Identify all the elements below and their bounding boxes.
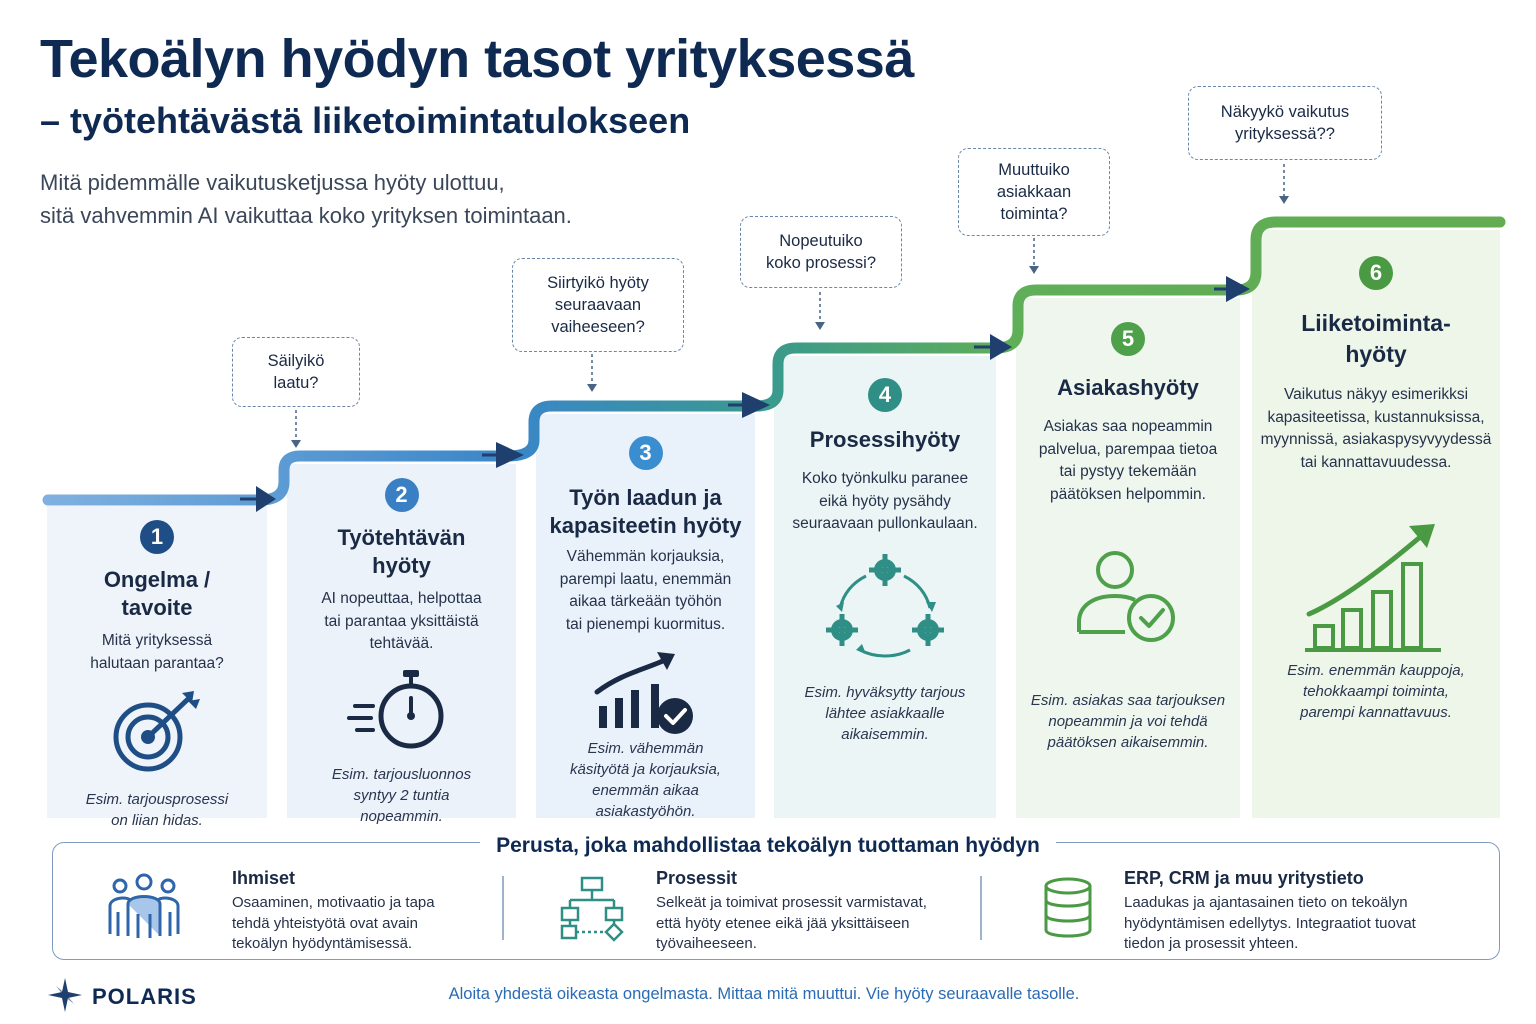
question-line: koko prosessi? bbox=[765, 254, 877, 272]
level-title-line: Työtehtävän bbox=[337, 525, 466, 550]
level-title-line: Liiketoiminta- bbox=[1301, 310, 1451, 336]
level-example-line: enemmän aikaa bbox=[592, 782, 699, 799]
level-title-line: kapasiteetin hyöty bbox=[549, 513, 742, 538]
intro-line: Mitä pidemmälle vaikutusketjussa hyöty ulottuu, bbox=[40, 170, 505, 195]
foundation-column-title: ERP, CRM ja muu yritystieto bbox=[1124, 868, 1364, 888]
level-number-badge: 4 bbox=[868, 378, 902, 412]
level-description-line: kapasiteetissa, kustannuksissa, bbox=[1267, 408, 1485, 426]
level-example-line: Esim. tarjousluonnos bbox=[331, 765, 472, 783]
foundation-column-people bbox=[232, 868, 435, 955]
footer-tagline bbox=[0, 985, 1536, 1004]
question-line: Nopeutuiko bbox=[779, 232, 863, 250]
level-number-badge: 1 bbox=[140, 520, 174, 554]
level-description-line: Mitä yrityksessä bbox=[101, 632, 213, 649]
question-line: Säilyikö bbox=[267, 352, 325, 370]
level-title: Prosessihyöty bbox=[809, 427, 961, 452]
level-description-line: eikä hyöty pysähdy bbox=[819, 492, 951, 510]
foundation-text-line: työvaiheeseen. bbox=[656, 935, 757, 952]
foundation-text-line: tehdä yhteistyötä ovat avain bbox=[232, 914, 418, 932]
foundation-text-line: että hyöty etenee eikä jää yksittäiseen bbox=[656, 914, 910, 932]
level-example-line: käsityötä ja korjauksia, bbox=[570, 761, 721, 778]
foundation-title bbox=[0, 834, 1536, 858]
foundation-column-text bbox=[232, 893, 435, 955]
foundation-column-processes bbox=[656, 868, 927, 955]
intro-line: sitä vahvemmin AI vaikuttaa koko yrityksen toimintaan. bbox=[40, 203, 572, 228]
foundation-text-line: Selkeät ja toimivat prosessit varmistavat, bbox=[656, 894, 927, 911]
question-box bbox=[1188, 86, 1382, 160]
foundation-divider bbox=[502, 876, 504, 940]
question-box bbox=[740, 216, 902, 288]
level-example-line: Esim. vähemmän bbox=[587, 740, 704, 757]
level-description-line: AI nopeuttaa, helpottaa bbox=[321, 590, 482, 607]
level-example-line: asiakastyöhön. bbox=[595, 803, 696, 820]
brand-logo-text: POLARIS bbox=[92, 984, 197, 1009]
foundation-title-text: Perusta, joka mahdollistaa tekoälyn tuottaman hyödyn bbox=[480, 834, 1056, 857]
foundation-text-line: Osaaminen, motivaatio ja tapa bbox=[232, 894, 435, 911]
question-line: laatu? bbox=[273, 374, 319, 392]
question-box bbox=[512, 258, 684, 352]
level-description-line: aikaa tärkeään työhön bbox=[569, 593, 722, 610]
foundation-text-line: Laadukas ja ajantasainen tieto on tekoälyn bbox=[1124, 894, 1408, 911]
level-number-badge: 5 bbox=[1111, 322, 1145, 356]
question-box bbox=[958, 148, 1110, 236]
level-title-line: hyöty bbox=[372, 553, 431, 578]
footer-tagline-text: Aloita yhdestä oikeasta ongelmasta. Mittaa mitä muuttui. Vie hyöty seuraavalle tasolle. bbox=[448, 985, 1080, 1003]
level-example-line: parempi kannattavuus. bbox=[1300, 704, 1452, 721]
question-line: seuraavaan bbox=[554, 296, 642, 314]
level-description-line: Koko työnkulku paranee bbox=[801, 470, 969, 487]
level-example-line: tehokkaampi toiminta, bbox=[1303, 683, 1449, 700]
level-example-line: nopeammin. bbox=[360, 807, 443, 825]
level-title-line: Ongelma / bbox=[103, 567, 211, 592]
level-description-line: halutaan parantaa? bbox=[90, 654, 224, 672]
level-description-line: Asiakas saa nopeammin bbox=[1043, 418, 1213, 435]
level-description-line: parempi laatu, enemmän bbox=[559, 570, 732, 588]
level-description-line: tai parantaa yksittäistä bbox=[324, 612, 479, 630]
people-icon bbox=[104, 872, 184, 947]
level-description-line: seuraavaan pullonkaulaan. bbox=[792, 515, 978, 532]
level-title-line: Työn laadun ja bbox=[569, 485, 722, 510]
database-icon bbox=[1040, 876, 1096, 945]
level-title: Asiakashyöty bbox=[1057, 375, 1199, 400]
question-box bbox=[232, 337, 360, 407]
level-description-line: tehtävää. bbox=[369, 635, 434, 652]
level-description-line: tai kannattavuudessa. bbox=[1300, 453, 1452, 471]
level-example-line: lähtee asiakkaalle bbox=[825, 704, 945, 722]
foundation-column-text bbox=[1124, 893, 1416, 955]
question-line: Siirtyikö hyöty bbox=[547, 274, 649, 292]
question-line: asiakkaan bbox=[996, 183, 1072, 201]
foundation-divider bbox=[980, 876, 982, 940]
flowchart-icon bbox=[560, 874, 626, 947]
foundation-column-text bbox=[656, 893, 927, 955]
level-example-line: nopeammin ja voi tehdä bbox=[1048, 713, 1208, 730]
question-line: Muuttuiko bbox=[998, 161, 1070, 179]
level-title-line: hyöty bbox=[1345, 341, 1407, 367]
foundation-column-title: Prosessit bbox=[656, 868, 738, 888]
level-number-badge: 3 bbox=[629, 436, 663, 470]
level-description-line: palvelua, parempaa tietoa bbox=[1038, 440, 1218, 458]
level-description-line: Vaikutus näkyy esimerikksi bbox=[1283, 386, 1469, 403]
foundation-column-title: Ihmiset bbox=[232, 868, 296, 888]
foundation-text-line: tekoälyn hyödyntämisessä. bbox=[232, 935, 413, 952]
foundation-text-line: tiedon ja prosessit yhteen. bbox=[1124, 935, 1299, 952]
level-example-line: Esim. tarjousprosessi bbox=[85, 791, 229, 808]
level-description-line: tai pystyy tekemään bbox=[1059, 463, 1197, 480]
question-line: Näkyykö vaikutus bbox=[1220, 103, 1350, 121]
level-number-badge: 2 bbox=[385, 478, 419, 512]
level-example-line: on liian hidas. bbox=[111, 812, 203, 829]
page-title: Tekoälyn hyödyn tasot yrityksessä bbox=[40, 29, 914, 89]
level-title-line: tavoite bbox=[121, 595, 193, 620]
level-example-line: Esim. hyväksytty tarjous bbox=[804, 683, 966, 701]
level-example-line: aikaisemmin. bbox=[841, 725, 929, 743]
level-example-line: päätöksen aikaisemmin. bbox=[1047, 734, 1209, 751]
level-example-line: syntyy 2 tuntia bbox=[353, 786, 450, 804]
level-description-line: päätöksen helpommin. bbox=[1050, 485, 1206, 503]
level-example-line: Esim. asiakas saa tarjouksen bbox=[1030, 692, 1226, 709]
level-description-line: myynnissä, asiakaspysyvyydessä bbox=[1260, 431, 1492, 448]
page-subtitle: – työtehtävästä liiketoimintatulokseen bbox=[40, 100, 691, 141]
question-line: toiminta? bbox=[1000, 205, 1068, 223]
question-line: vaiheeseen? bbox=[551, 318, 645, 336]
foundation-column-data bbox=[1124, 868, 1416, 955]
question-line: yrityksessä?? bbox=[1235, 125, 1335, 143]
foundation-text-line: hyödyntämisen edellytys. Integraatiot tuovat bbox=[1124, 914, 1416, 932]
level-description-line: tai pienempi kuormitus. bbox=[565, 615, 726, 633]
level-number-badge: 6 bbox=[1359, 256, 1393, 290]
level-description-line: Vähemmän korjauksia, bbox=[566, 548, 725, 565]
level-example-line: Esim. enemmän kauppoja, bbox=[1287, 662, 1465, 679]
